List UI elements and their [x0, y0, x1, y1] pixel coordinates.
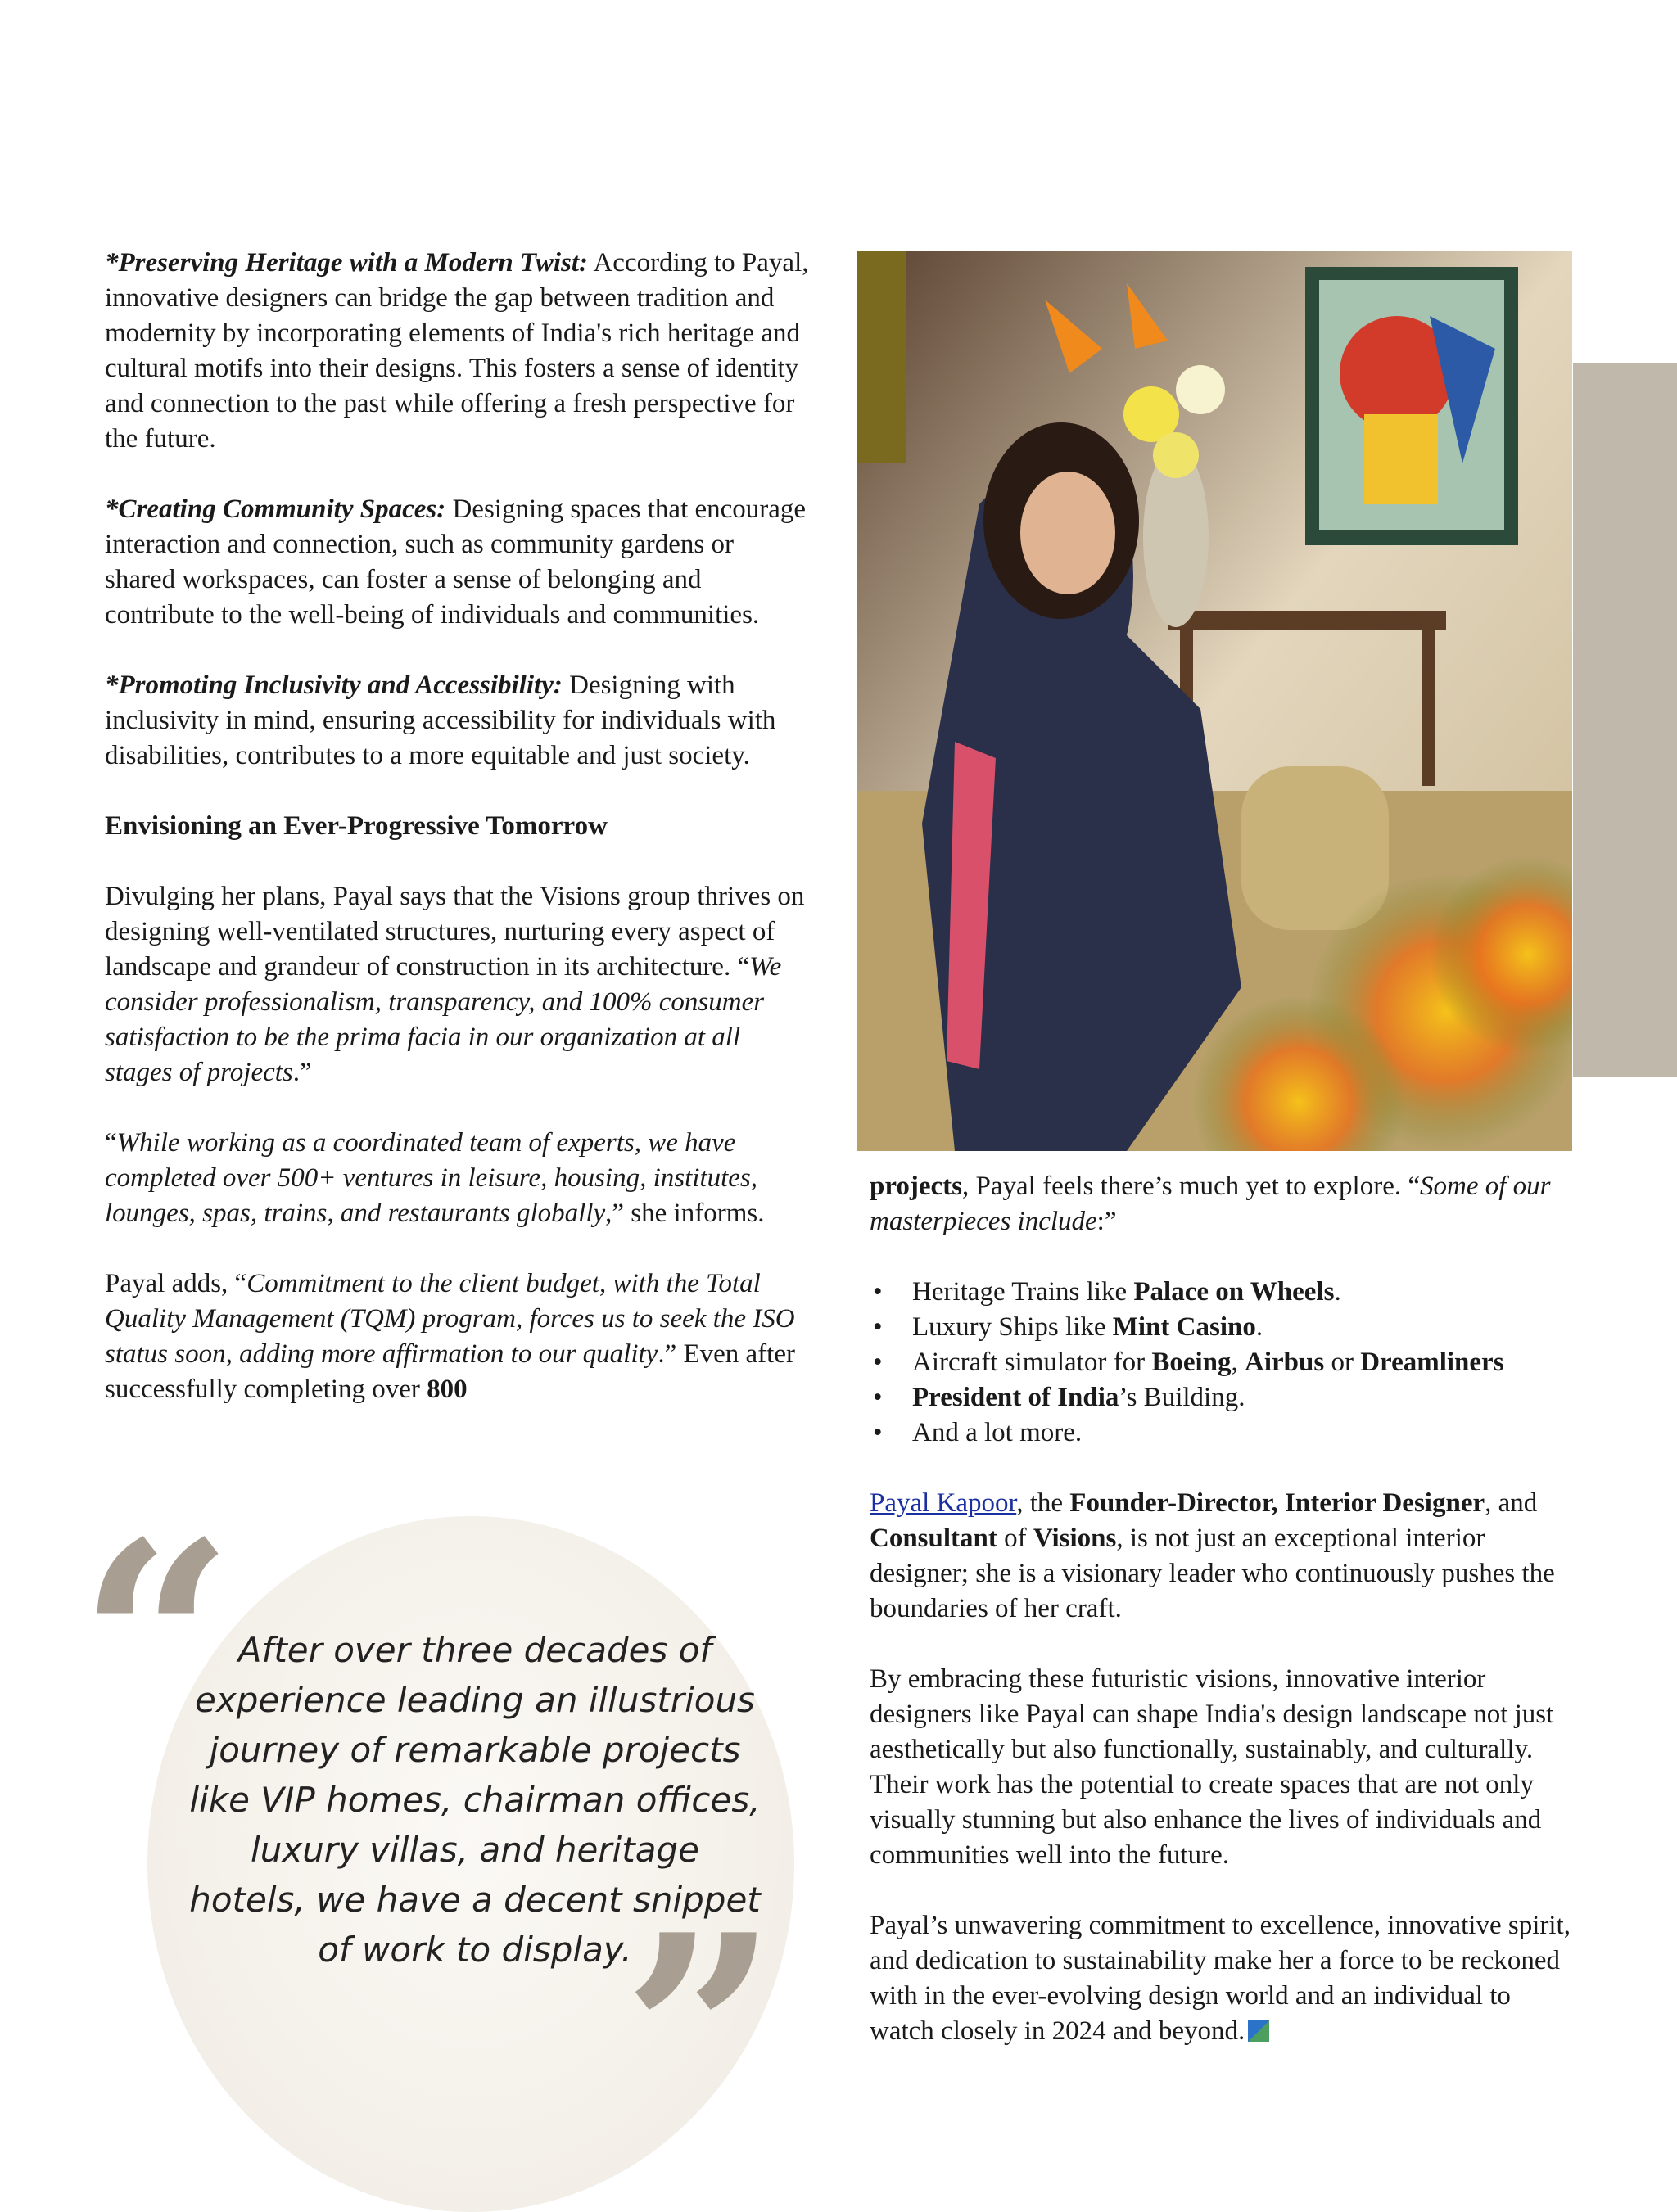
name-link[interactable]: Payal Kapoor [870, 1488, 1017, 1518]
paragraph-body: According to Payal, innovative designers can bridge the gap between tradition and modernity by incorporating elements of India's rich heritage and cultural motifs into their designs. This fosters a sense of identity and connection to the past while offering a fresh perspective for the future. [105, 248, 809, 454]
end-mark-icon [1248, 2020, 1269, 2042]
right-column [870, 1169, 1580, 2084]
paragraph-body: Designing spaces that encourage interaction and connection, such as community gardens or shared workspaces, can foster a sense of belonging and contribute to the well-being of individuals and communities. [105, 494, 807, 630]
pull-quote-text: After over three decades of experience leading an illustrious journey of remarkable projects like VIP homes, chairman offices, luxury villas, and heritage hotels, we have a decent snippet of work to display. [189, 1630, 761, 1970]
quote-run: We consider professionalism, transparency, and 100% consumer satisfaction to be the prima facia in our organization at all stages of projects [105, 952, 782, 1087]
paragraph-bio [870, 1486, 1580, 1627]
bold-run: Dreamliners [1360, 1348, 1504, 1377]
text-run: Luxury Ships like [912, 1312, 1113, 1342]
paragraph-plans [105, 879, 809, 1090]
text-run: or [1324, 1348, 1361, 1377]
text-run: “ [105, 1128, 117, 1158]
text-run: :” [1096, 1207, 1117, 1236]
paragraph-projects [870, 1169, 1580, 1239]
text-run: ,” she informs. [605, 1199, 765, 1228]
text-run: Divulging her plans, Payal says that the Visions group thrives on designing well-ventilated structures, nurturing every aspect of landscape and grandeur of construction in its architecture. “ [105, 882, 805, 982]
portrait-photo [857, 251, 1572, 1151]
console-table [1168, 611, 1446, 630]
bold-run: projects [870, 1171, 963, 1201]
decorative-side-bar [1573, 363, 1677, 1077]
text-run: Heritage Trains like [912, 1277, 1134, 1307]
text-run: And a lot more. [912, 1418, 1083, 1447]
text-run: , [1231, 1348, 1245, 1377]
bold-run: President of India [912, 1383, 1119, 1412]
paragraph-heritage [105, 246, 809, 457]
paragraph-team [105, 1126, 809, 1231]
bold-run: Founder-Director, Interior Designer [1069, 1488, 1485, 1518]
list-item [870, 1310, 1580, 1345]
list-item [870, 1415, 1580, 1451]
paragraph-closing [870, 1908, 1580, 2049]
text-run: . [1334, 1277, 1341, 1307]
figure-face [1020, 472, 1115, 594]
text-run: . [1255, 1312, 1263, 1342]
quote-run: While working as a coordinated team of experts, we have completed over 500+ ventures in leisure, housing, institutes, lounges, spas, trains, and restaurants globally [105, 1128, 758, 1228]
text-run: , the [1016, 1488, 1070, 1518]
text-run: of [997, 1524, 1033, 1553]
paragraph-lead: *Promoting Inclusivity and Accessibility: [105, 670, 563, 700]
paragraph-commitment [105, 1266, 809, 1407]
open-quote-icon: “ [79, 1483, 234, 1800]
quote-run: Some of our masterpieces include [870, 1171, 1551, 1236]
bold-run: Palace on Wheels [1133, 1277, 1335, 1307]
section-heading: Envisioning an Ever-Progressive Tomorrow [105, 811, 608, 841]
paragraph-inclusivity [105, 668, 809, 774]
text-run: .” Even after successfully completing over [105, 1339, 795, 1404]
paragraph-visions: By embracing these futuristic visions, innovative interior designers like Payal can shape India's design landscape not just aesthetically but also functionally, sustainably, and culturally. Their work has the potential to create spaces that are not only visually stunning but also enhance the lives of individuals and communities well into the future. [870, 1664, 1554, 1870]
text-run: , is not just an exceptional interior designer; she is a visionary leader who continuously pushes the boundaries of her craft. [870, 1524, 1555, 1623]
bold-run: Airbus [1245, 1348, 1325, 1377]
text-run: ’s Building. [1119, 1383, 1245, 1412]
quote-run: Commitment to the client budget, with the Total Quality Management (TQM) program, forces us to seek the ISO status soon, adding more affirmation to our quality [105, 1269, 795, 1369]
text-run: Aircraft simulator for [912, 1348, 1152, 1377]
paragraph-lead: *Preserving Heritage with a Modern Twist: [105, 248, 589, 278]
portrait-illustration [857, 251, 1572, 1151]
bold-run: Visions [1033, 1524, 1117, 1553]
text-run: Payal’s unwavering commitment to excellence, innovative spirit, and dedication to sustainability make her a force to be reckoned with in the ever-evolving design world and an individual to watch closely in 2024 and beyond. [870, 1911, 1571, 2046]
bold-run: Boeing [1151, 1348, 1232, 1377]
paragraph-body: Designing with inclusivity in mind, ensuring accessibility for individuals with disabilities, contributes to a more equitable and just society. [105, 670, 776, 770]
bold-run: Mint Casino [1112, 1312, 1256, 1342]
list-item [870, 1275, 1580, 1310]
paragraph-lead: *Creating Community Spaces: [105, 494, 446, 524]
painting-left [857, 251, 906, 463]
bold-run: 800 [427, 1375, 468, 1404]
left-column [105, 246, 809, 1442]
close-quote-icon: ” [622, 1876, 778, 2193]
list-item [870, 1380, 1580, 1415]
text-run: , and [1485, 1488, 1538, 1518]
bold-run: Consultant [870, 1524, 997, 1553]
paragraph-community [105, 492, 809, 633]
text-run: Payal adds, “ [105, 1269, 247, 1298]
list-item [870, 1345, 1580, 1380]
text-run: .” [292, 1058, 312, 1087]
text-run: , Payal feels there’s much yet to explore. “ [962, 1171, 1421, 1201]
masterpieces-list [870, 1275, 1580, 1451]
